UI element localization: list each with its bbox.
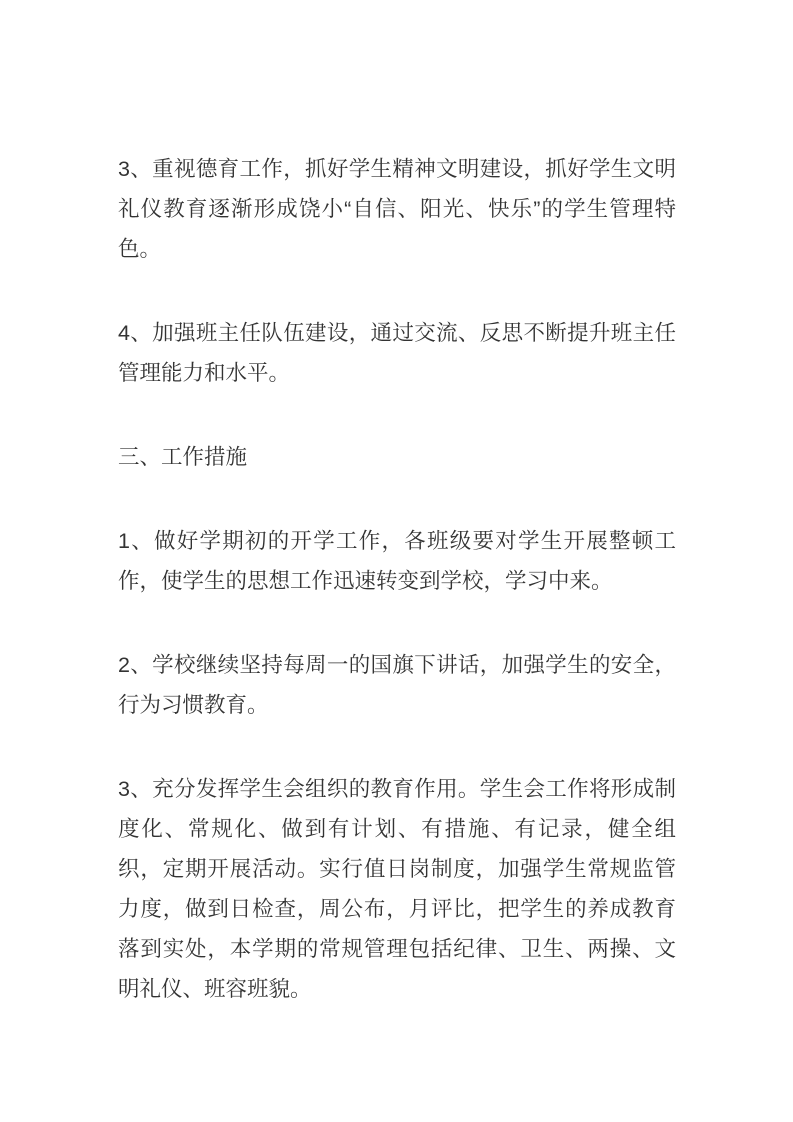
paragraph-flag-speech: 2、学校继续坚持每周一的国旗下讲话，加强学生的安全，行为习惯教育。: [118, 653, 676, 717]
paragraph-student-union: 3、充分发挥学生会组织的教育作用。学生会工作将形成制度化、常规化、做到有计划、有措施、有记录，健全组织，定期开展活动。实行值日岗制度，加强学生常规监管力度，做到日检查，周公布，月评比，把学生的养成教育落到实处，本学期的常规管理包括纪律、卫生、两操、文明礼仪、班容班貌。: [118, 777, 676, 1001]
section-heading-work-measures: 三、工作措施: [118, 445, 248, 469]
document-page: [118, 149, 676, 1053]
paragraph-moral-education: 3、重视德育工作，抓好学生精神文明建设，抓好学生文明礼仪教育逐渐形成饶小“自信、阳光、快乐”的学生管理特色。: [118, 157, 676, 261]
paragraph-semester-start: 1、做好学期初的开学工作，各班级要对学生开展整顿工作，使学生的思想工作迅速转变到学校，学习中来。: [118, 529, 676, 593]
paragraph-head-teacher-team: 4、加强班主任队伍建设，通过交流、反思不断提升班主任管理能力和水平。: [118, 321, 676, 385]
